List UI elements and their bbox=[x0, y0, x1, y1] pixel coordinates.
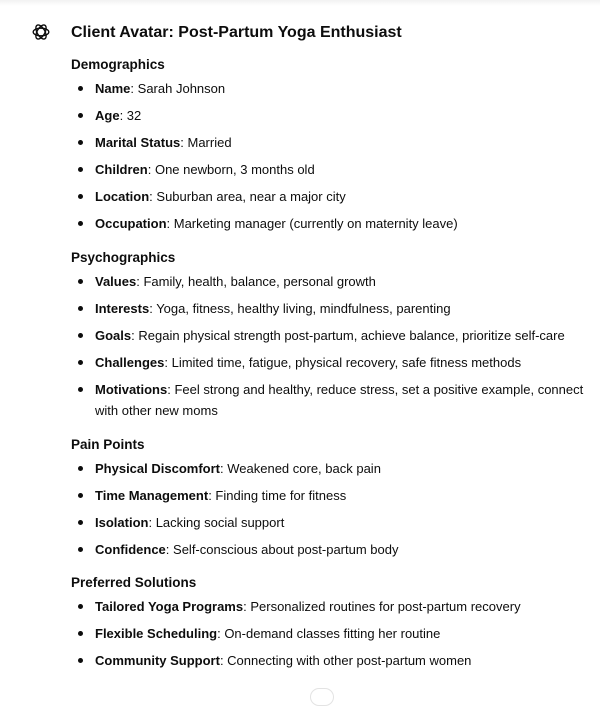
bullet-list bbox=[71, 78, 591, 235]
list-item: Marital Status: Married bbox=[71, 132, 591, 154]
item-key: Occupation bbox=[95, 216, 167, 231]
list-item: Community Support: Connecting with other post-partum women bbox=[71, 650, 591, 672]
section-demographics bbox=[71, 55, 591, 235]
item-value: Feel strong and healthy, reduce stress, set a positive example, connect with other new moms bbox=[95, 381, 584, 418]
item-value: 32 bbox=[126, 108, 142, 123]
bullet-list bbox=[71, 271, 591, 422]
list-item: Confidence: Self-conscious about post-partum body bbox=[71, 539, 591, 561]
item-value: Self-conscious about post-partum body bbox=[173, 541, 399, 557]
section-pain-points bbox=[71, 435, 591, 561]
item-value: Married bbox=[187, 135, 232, 150]
section-heading: Psychographics bbox=[71, 249, 176, 265]
list-item: Goals: Regain physical strength post-partum, achieve balance, prioritize self-care bbox=[71, 325, 591, 347]
item-key: Age bbox=[95, 108, 120, 123]
item-key: Challenges bbox=[95, 354, 165, 370]
list-item: Location: Suburban area, near a major city bbox=[71, 186, 591, 208]
item-value: Connecting with other post-partum women bbox=[227, 653, 472, 668]
item-value: Marketing manager (currently on maternity leave) bbox=[173, 216, 458, 231]
list-item: Values: Family, health, balance, personal growth bbox=[71, 271, 591, 293]
item-value: Yoga, fitness, healthy living, mindfulness, parenting bbox=[156, 300, 451, 316]
list-item: Isolation: Lacking social support bbox=[71, 512, 591, 534]
item-key: Confidence bbox=[95, 541, 166, 557]
item-value: On-demand classes fitting her routine bbox=[224, 626, 441, 641]
item-key: Values bbox=[95, 273, 137, 289]
section-heading: Pain Points bbox=[71, 436, 145, 452]
list-item: Time Management: Finding time for fitness bbox=[71, 485, 591, 507]
item-key: Tailored Yoga Programs bbox=[95, 599, 244, 614]
section-heading: Demographics bbox=[71, 57, 165, 72]
item-value: Weakened core, back pain bbox=[227, 460, 381, 476]
item-value: Limited time, fatigue, physical recovery, safe fitness methods bbox=[171, 354, 522, 370]
list-item: Children: One newborn, 3 months old bbox=[71, 159, 591, 181]
item-key: Isolation bbox=[95, 514, 149, 530]
bullet-list bbox=[71, 458, 591, 561]
assistant-message bbox=[71, 22, 591, 685]
item-key: Name bbox=[95, 81, 131, 96]
item-value: Lacking social support bbox=[155, 514, 285, 530]
item-key: Community Support bbox=[95, 653, 220, 668]
item-key: Goals bbox=[95, 327, 132, 343]
openai-logo-icon bbox=[30, 21, 52, 43]
list-item: Age: 32 bbox=[71, 105, 591, 127]
item-key: Time Management bbox=[95, 487, 209, 503]
item-value: Regain physical strength post-partum, achieve balance, prioritize self-care bbox=[138, 327, 565, 343]
list-item: Occupation: Marketing manager (currently on maternity leave) bbox=[71, 213, 591, 235]
section-preferred-solutions bbox=[71, 573, 591, 672]
list-item: Interests: Yoga, fitness, healthy living, mindfulness, parenting bbox=[71, 298, 591, 320]
item-key: Location bbox=[95, 189, 150, 204]
item-key: Physical Discomfort bbox=[95, 460, 220, 476]
item-value: Family, health, balance, personal growth bbox=[143, 273, 376, 289]
list-item: Motivations: Feel strong and healthy, reduce stress, set a positive example, connect with other new moms bbox=[71, 379, 591, 422]
bullet-list bbox=[71, 596, 591, 672]
item-key: Interests bbox=[95, 300, 150, 316]
top-edge bbox=[0, 0, 600, 6]
item-value: One newborn, 3 months old bbox=[154, 162, 315, 177]
section-heading: Preferred Solutions bbox=[71, 575, 197, 590]
item-key: Motivations bbox=[95, 381, 168, 397]
item-value: Personalized routines for post-partum recovery bbox=[250, 599, 521, 614]
list-item: Name: Sarah Johnson bbox=[71, 78, 591, 100]
item-key: Children bbox=[95, 162, 148, 177]
list-item: Flexible Scheduling: On-demand classes fitting her routine bbox=[71, 623, 591, 645]
message-title: Client Avatar: Post-Partum Yoga Enthusiast bbox=[71, 24, 402, 41]
item-value: Sarah Johnson bbox=[137, 81, 226, 96]
scroll-down-button[interactable] bbox=[310, 688, 334, 706]
item-key: Flexible Scheduling bbox=[95, 626, 218, 641]
list-item: Tailored Yoga Programs: Personalized routines for post-partum recovery bbox=[71, 596, 591, 618]
item-key: Marital Status bbox=[95, 135, 181, 150]
item-value: Suburban area, near a major city bbox=[156, 189, 346, 204]
item-value: Finding time for fitness bbox=[215, 487, 347, 503]
list-item: Challenges: Limited time, fatigue, physical recovery, safe fitness methods bbox=[71, 352, 591, 374]
list-item: Physical Discomfort: Weakened core, back pain bbox=[71, 458, 591, 480]
section-psychographics bbox=[71, 248, 591, 422]
